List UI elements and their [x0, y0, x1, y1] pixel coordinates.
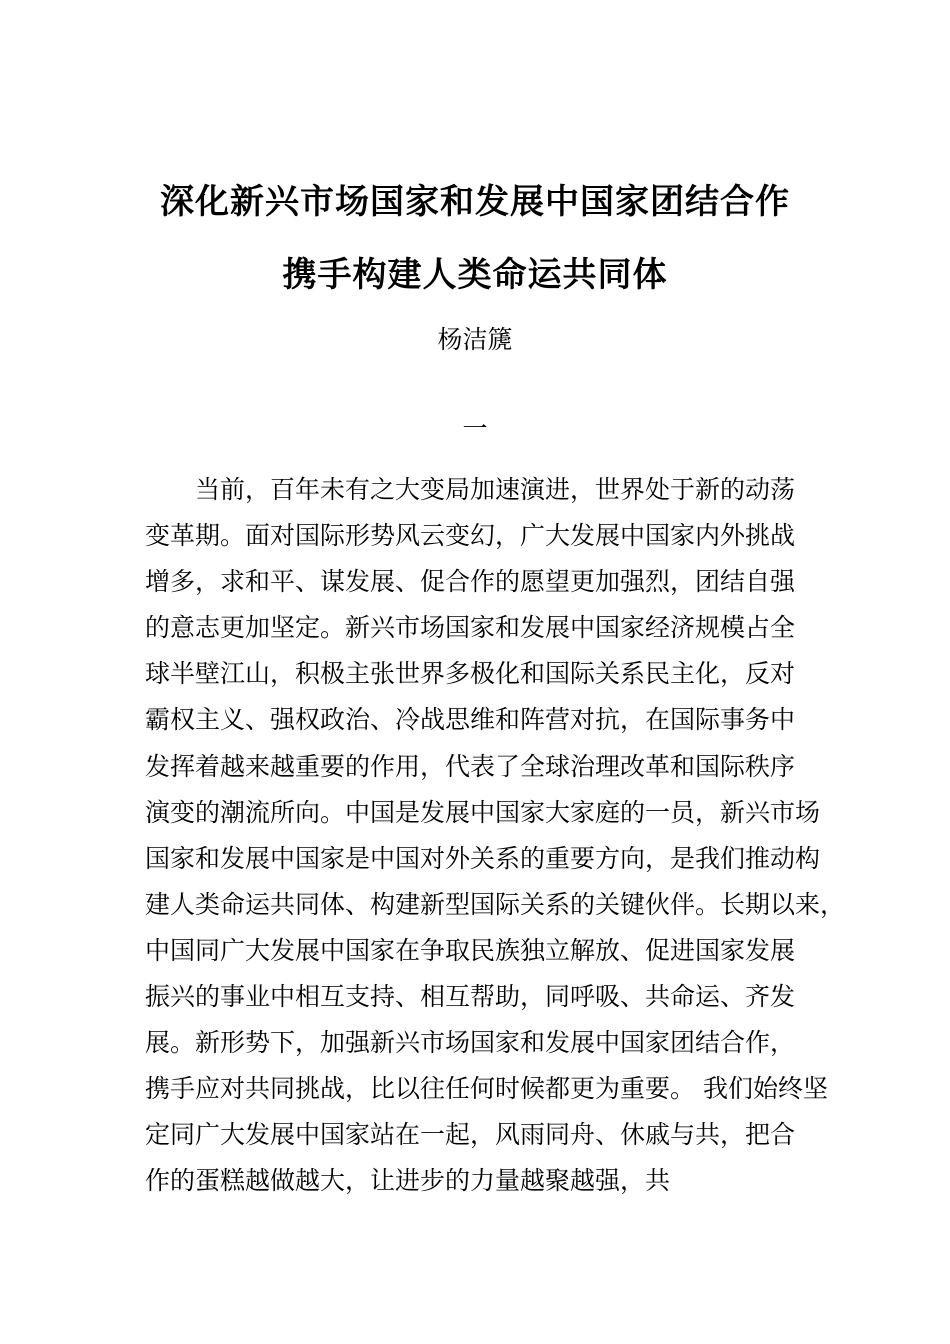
document-title-line-1: 深化新兴市场国家和发展中国家团结合作 — [160, 182, 790, 222]
paragraph-line: 发挥着越来越重要的作用，代表了全球治理改革和国际秩序 — [145, 751, 796, 781]
paragraph-line: 增多，求和平、谋发展、促合作的愿望更加强烈，团结自强 — [145, 567, 796, 597]
paragraph-line: 球半壁江山，积极主张世界多极化和国际关系民主化，反对 — [145, 659, 796, 689]
section-number: 一 — [462, 414, 488, 443]
paragraph-line: 霸权主义、强权政治、冷战思维和阵营对抗，在国际事务中 — [145, 705, 796, 735]
paragraph-line: 的意志更加坚定。新兴市场国家和发展中国家经济规模占全 — [145, 613, 796, 643]
body-paragraph — [145, 472, 845, 1210]
document-title-line-2: 携手构建人类命运共同体 — [282, 255, 668, 295]
paragraph-line: 国家和发展中国家是中国对外关系的重要方向，是我们推动构 — [145, 843, 821, 873]
paragraph-line: 变革期。面对国际形势风云变幻，广大发展中国家内外挑战 — [145, 521, 796, 551]
paragraph-line: 建人类命运共同体、构建新型国际关系的关键伙伴。长期以来， — [145, 889, 846, 919]
author-name: 杨洁篪 — [437, 325, 513, 354]
paragraph-line: 携手应对共同挑战，比以往任何时候都更为重要。 我们始终坚 — [145, 1074, 828, 1104]
paragraph-line: 当前，百年未有之大变局加速演进，世界处于新的动荡 — [195, 475, 796, 504]
paragraph-line: 作的蛋糕越做越大，让进步的力量越聚越强，共 — [145, 1166, 671, 1196]
paragraph-line: 展。新形势下，加强新兴市场国家和发展中国家团结合作， — [145, 1028, 796, 1058]
paragraph-line: 中国同广大发展中国家在争取民族独立解放、促进国家发展 — [145, 935, 796, 965]
paragraph-line: 振兴的事业中相互支持、相互帮助，同呼吸、共命运、齐发 — [145, 982, 796, 1012]
paragraph-line: 演变的潮流所向。中国是发展中国家大家庭的一员，新兴市场 — [145, 797, 821, 827]
paragraph-line: 定同广大发展中国家站在一起，风雨同舟、休戚与共，把合 — [145, 1120, 796, 1150]
